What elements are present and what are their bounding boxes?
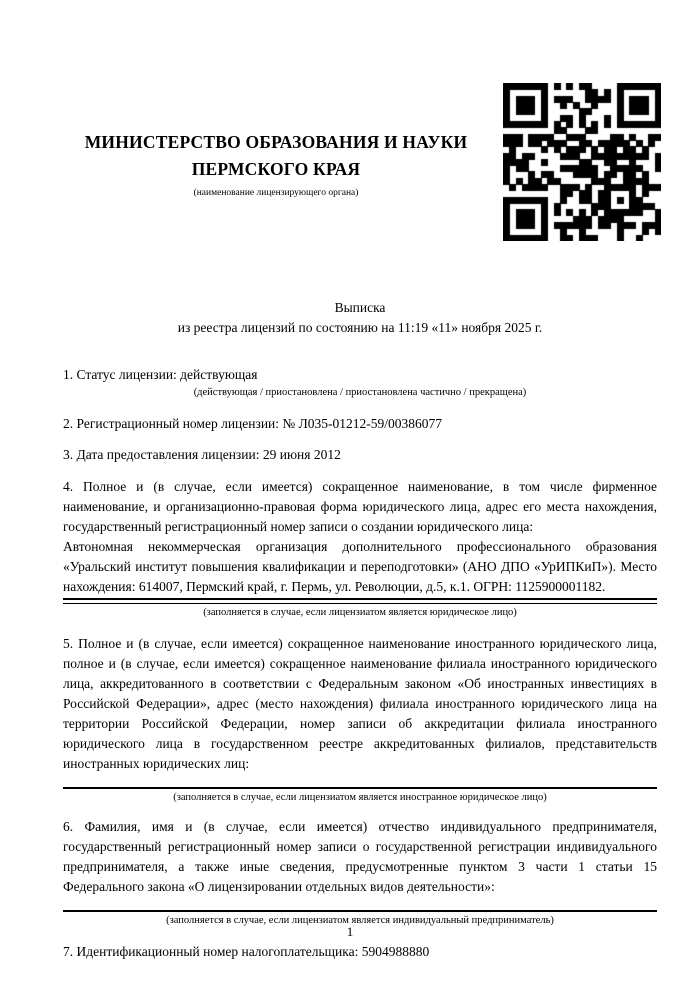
document-body	[63, 298, 657, 974]
field-underline-entrepreneur	[63, 910, 657, 912]
page-number: 1	[346, 924, 354, 939]
item-grant-date	[63, 445, 657, 465]
foreign-entity-caption: (заполняется в случае, если лицензиатом является иностранное юридическое лицо)	[173, 792, 547, 803]
document-title-line1: Выписка	[334, 300, 386, 315]
item-registration-number	[63, 414, 657, 434]
license-status-text: 1. Статус лицензии: действующая	[63, 367, 258, 382]
field-underline-foreign-entity	[63, 787, 657, 789]
item-entrepreneur-info	[63, 817, 657, 927]
licensing-authority-name-line2: ПЕРМСКОГО КРАЯ	[191, 159, 361, 179]
taxpayer-number-text: 7. Идентификационный номер налогоплательщика: 5904988880	[63, 944, 430, 959]
document-title	[63, 298, 657, 338]
legal-entity-description: 4. Полное и (в случае, если имеется) сокращенное наименование, в том числе фирменное наименование, и организационно-правовая форма юридического лица, адрес его места нахождения, государственный регистрационный номер записи о создании юридического лица:	[63, 479, 657, 534]
document-title-line2: из реестра лицензий по состоянию на 11:19 «11» ноября 2025 г.	[177, 320, 543, 335]
foreign-entity-description: 5. Полное и (в случае, если имеется) сокращенное наименование иностранного юридического лица, полное и (в случае, если имеется) сокращенное наименование филиала иностранного юридического лица, аккредитованного в соответствии с Федеральным законом «Об иностранных инвестициях в Российской Федерации», адрес (место нахождения) филиала иностранного юридического лица на территории Российской Федерации, номер записи об аккредитации филиала иностранного юридического лица в государственном реестре аккредитованных филиалов, представительств иностранных юридических лиц:	[63, 636, 657, 771]
item-taxpayer-number	[63, 942, 657, 962]
grant-date-text: 3. Дата предоставления лицензии: 29 июня 2012	[63, 447, 341, 462]
qr-code	[503, 83, 661, 241]
registration-number-text: 2. Регистрационный номер лицензии: № Л035-01212-59/00386077	[63, 416, 443, 431]
item-license-status	[63, 365, 657, 399]
item-foreign-entity-info	[63, 634, 657, 804]
legal-entity-value: Автономная некоммерческая организация дополнительного профессионального образования «Уральский институт повышения квалификации и переподготовки» (АНО ДПО «УрИПКиП»). Место нахождения: 614007, Пермский край, г. Пермь, ул. Революции, д.5, к.1. ОГРН: 1125900001182.	[63, 539, 657, 594]
licensing-authority-caption: (наименование лицензирующего органа)	[193, 188, 359, 198]
item-legal-entity-info	[63, 477, 657, 619]
entrepreneur-description: 6. Фамилия, имя и (в случае, если имеется) отчество индивидуального предпринимателя, государственный регистрационный номер записи о государственной регистрации индивидуального предпринимателя, а также иные сведения, предусмотренные пунктом 3 части 1 статьи 15 Федерального закона «О лицензировании отдельных видов деятельности»:	[63, 819, 657, 894]
entrepreneur-caption: (заполняется в случае, если лицензиатом является индивидуальный предприниматель)	[166, 915, 554, 926]
legal-entity-caption: (заполняется в случае, если лицензиатом является юридическое лицо)	[203, 607, 517, 618]
license-status-caption: (действующая / приостановлена / приостановлена частично / прекращена)	[193, 387, 527, 398]
field-underline-legal-entity	[63, 598, 657, 604]
licensing-authority-block	[60, 129, 492, 200]
licensing-authority-name-line1: МИНИСТЕРСТВО ОБРАЗОВАНИЯ И НАУКИ	[84, 132, 468, 152]
